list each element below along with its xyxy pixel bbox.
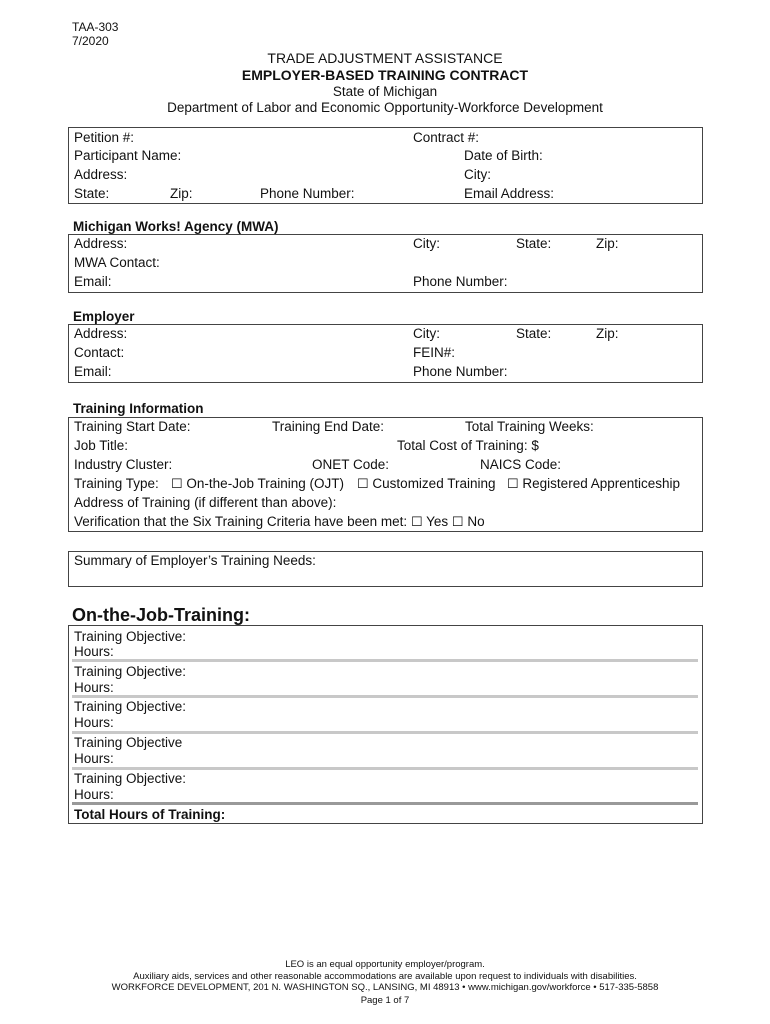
- yes-label: Yes: [426, 514, 449, 529]
- ojt-option[interactable]: [171, 475, 344, 493]
- participant-name-field[interactable]: Participant Name:: [74, 148, 182, 163]
- page-number: Page 1 of 7: [360, 995, 410, 1006]
- onet-code-field[interactable]: ONET Code:: [312, 457, 390, 472]
- employer-phone-field[interactable]: Phone Number:: [413, 364, 508, 379]
- participant-state-field[interactable]: State:: [74, 186, 110, 201]
- mwa-section-title: Michigan Works! Agency (MWA): [73, 219, 279, 234]
- apprenticeship-option-label: Registered Apprenticeship: [522, 476, 681, 491]
- participant-zip-field[interactable]: Zip:: [170, 186, 193, 201]
- summary-label: Summary of Employer’s Training Needs:: [74, 553, 316, 568]
- total-cost-field[interactable]: Total Cost of Training: $: [397, 438, 539, 453]
- mwa-address-field[interactable]: Address:: [74, 236, 128, 251]
- job-title-field[interactable]: Job Title:: [74, 438, 129, 453]
- employer-address-field[interactable]: Address:: [74, 326, 128, 341]
- employer-email-field[interactable]: Email:: [74, 364, 112, 379]
- naics-code-field[interactable]: NAICS Code:: [480, 457, 562, 472]
- total-training-weeks-field[interactable]: Total Training Weeks:: [465, 419, 594, 434]
- verification-label: Verification that the Six Training Criteria have been met:: [74, 514, 408, 529]
- mwa-contact-field[interactable]: MWA Contact:: [74, 255, 160, 270]
- employer-city-field[interactable]: City:: [413, 326, 440, 341]
- ojt-checkbox-icon[interactable]: ☐: [171, 476, 183, 491]
- divider: [72, 659, 698, 662]
- footer-eeo: LEO is an equal opportunity employer/program.: [285, 959, 485, 970]
- objective-1-field[interactable]: Training Objective:: [74, 629, 187, 644]
- apprenticeship-checkbox-icon[interactable]: ☐: [507, 476, 519, 491]
- participant-address-field[interactable]: Address:: [74, 167, 128, 182]
- mwa-email-field[interactable]: Email:: [74, 274, 112, 289]
- hours-3-field[interactable]: Hours:: [74, 715, 114, 730]
- program-name: TRADE ADJUSTMENT ASSISTANCE: [267, 50, 503, 66]
- training-section-title: Training Information: [73, 401, 204, 416]
- ojt-section-title: On-the-Job-Training:: [72, 605, 250, 625]
- customized-training-option[interactable]: [357, 475, 495, 493]
- participant-phone-field[interactable]: Phone Number:: [260, 186, 355, 201]
- training-start-date-field[interactable]: Training Start Date:: [74, 419, 191, 434]
- training-address-field[interactable]: Address of Training (if different than above):: [74, 495, 337, 510]
- state-name: State of Michigan: [332, 84, 438, 99]
- objective-4-field[interactable]: Training Objective: [74, 735, 183, 750]
- employer-zip-field[interactable]: Zip:: [596, 326, 619, 341]
- objective-5-field[interactable]: Training Objective:: [74, 771, 187, 786]
- participant-section: [68, 127, 703, 204]
- form-code: TAA-303: [72, 20, 119, 34]
- mwa-state-field[interactable]: State:: [516, 236, 552, 251]
- participant-city-field[interactable]: City:: [464, 167, 491, 182]
- hours-4-field[interactable]: Hours:: [74, 751, 114, 766]
- apprenticeship-option[interactable]: [507, 475, 680, 493]
- customized-option-label: Customized Training: [372, 476, 496, 491]
- form-date: 7/2020: [72, 34, 109, 48]
- no-label: No: [467, 514, 485, 529]
- contract-field[interactable]: Contract #:: [413, 130, 480, 145]
- hours-1-field[interactable]: Hours:: [74, 644, 114, 659]
- ojt-section: [68, 625, 703, 824]
- yes-checkbox-icon[interactable]: ☐: [410, 514, 423, 529]
- hours-5-field[interactable]: Hours:: [74, 787, 114, 802]
- footer-accommodations: Auxiliary aids, services and other reasonable accommodations are available upon request to individuals with disabilities.: [133, 971, 637, 982]
- objective-3-field[interactable]: Training Objective:: [74, 699, 187, 714]
- footer-address: WORKFORCE DEVELOPMENT, 201 N. WASHINGTON SQ., LANSING, MI 48913 • www.michigan.gov/workforce • 517-335-5858: [111, 982, 659, 993]
- hours-2-field[interactable]: Hours:: [74, 680, 114, 695]
- training-end-date-field[interactable]: Training End Date:: [272, 419, 385, 434]
- mwa-zip-field[interactable]: Zip:: [596, 236, 619, 251]
- ojt-option-label: On-the-Job Training (OJT): [186, 476, 344, 491]
- employer-state-field[interactable]: State:: [516, 326, 552, 341]
- customized-checkbox-icon[interactable]: ☐: [357, 476, 369, 491]
- industry-cluster-field[interactable]: Industry Cluster:: [74, 457, 173, 472]
- department-name: Department of Labor and Economic Opportunity-Workforce Development: [167, 100, 603, 115]
- verification-row: [74, 513, 485, 531]
- objective-2-field[interactable]: Training Objective:: [74, 664, 187, 679]
- petition-field[interactable]: Petition #:: [74, 130, 135, 145]
- total-hours-field[interactable]: Total Hours of Training:: [74, 807, 226, 822]
- divider: [72, 802, 698, 805]
- date-of-birth-field[interactable]: Date of Birth:: [464, 148, 543, 163]
- mwa-phone-field[interactable]: Phone Number:: [413, 274, 508, 289]
- training-type-label: Training Type:: [74, 476, 159, 491]
- no-checkbox-icon[interactable]: ☐: [451, 514, 464, 529]
- employer-section-title: Employer: [73, 309, 135, 324]
- page-title: EMPLOYER-BASED TRAINING CONTRACT: [241, 67, 529, 83]
- employer-fein-field[interactable]: FEIN#:: [413, 345, 456, 360]
- mwa-city-field[interactable]: City:: [413, 236, 440, 251]
- participant-email-field[interactable]: Email Address:: [464, 186, 555, 201]
- employer-contact-field[interactable]: Contact:: [74, 345, 125, 360]
